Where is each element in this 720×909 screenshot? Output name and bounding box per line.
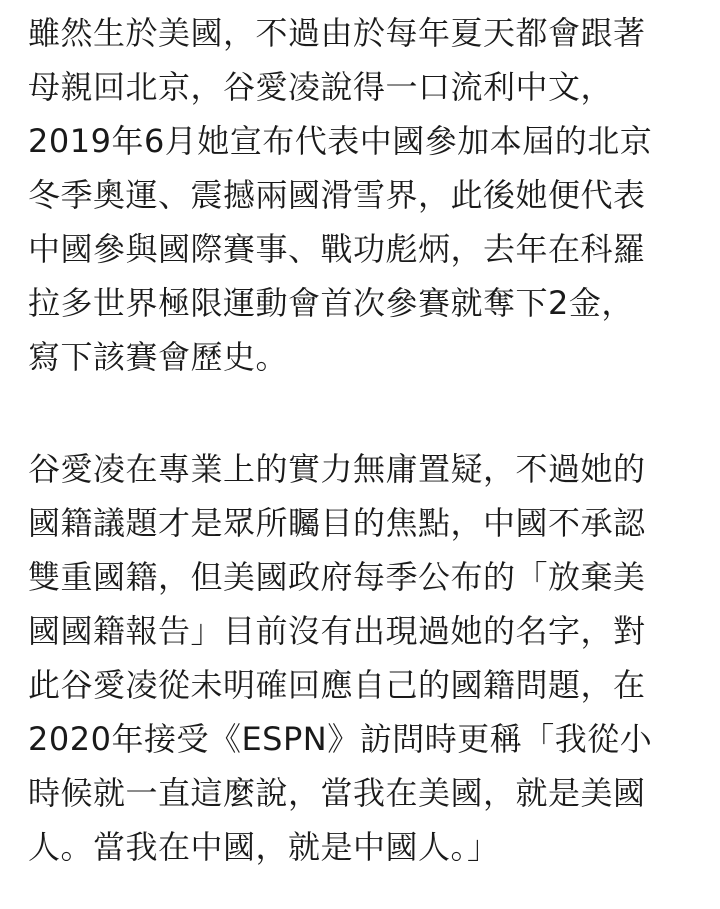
text-line: 拉多世界極限運動會首次參賽就奪下2金， — [28, 284, 634, 322]
text-line: 谷愛凌在專業上的實力無庸置疑，不過她的 — [28, 450, 646, 488]
paragraph-1 — [28, 6, 700, 384]
text-line: 2019年6月她宣布代表中國參加本屆的北京 — [28, 122, 653, 160]
article-body — [28, 6, 700, 874]
paragraph-2 — [28, 442, 700, 874]
text-line: 此谷愛凌從未明確回應自己的國籍問題，在 — [28, 666, 646, 704]
text-line: 寫下該賽會歷史。 — [28, 338, 289, 376]
text-line: 人。當我在中國，就是中國人。」 — [28, 828, 500, 866]
text-line: 國籍議題才是眾所矚目的焦點，中國不承認 — [28, 504, 646, 542]
text-line: 雖然生於美國，不過由於每年夏天都會跟著 — [28, 14, 646, 52]
paragraph-spacer — [28, 384, 700, 442]
text-line: 冬季奧運、震撼兩國滑雪界，此後她便代表 — [28, 176, 646, 214]
text-line: 雙重國籍，但美國政府每季公布的「放棄美 — [28, 558, 646, 596]
text-line: 母親回北京，谷愛凌說得一口流利中文， — [28, 68, 614, 106]
text-line: 國國籍報告」目前沒有出現過她的名字，對 — [28, 612, 646, 650]
text-line: 時候就一直這麼說，當我在美國，就是美國 — [28, 774, 646, 812]
text-line: 2020年接受《ESPN》訪問時更稱「我從小 — [28, 720, 653, 758]
text-line: 中國參與國際賽事、戰功彪炳，去年在科羅 — [28, 230, 646, 268]
